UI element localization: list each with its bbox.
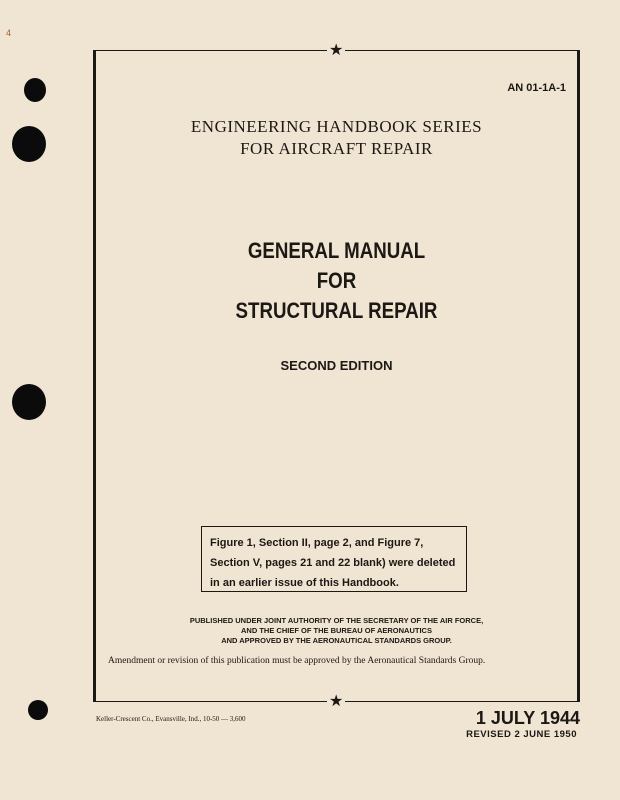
- deletion-notice: Figure 1, Section II, page 2, and Figure 7, Section V, pages 21 and 22 blank) were deleted in an earlier issue of this Handbook.: [201, 526, 467, 592]
- authority-line: AND THE CHIEF OF THE BUREAU OF AERONAUTICS: [241, 626, 432, 635]
- authority-statement: [93, 616, 580, 646]
- series-line: FOR AIRCRAFT REPAIR: [240, 139, 433, 158]
- series-title: [93, 116, 580, 160]
- binder-hole: [12, 384, 46, 420]
- revision-date: REVISED 2 JUNE 1950: [466, 729, 577, 740]
- edition: SECOND EDITION: [280, 358, 393, 373]
- binder-hole: [28, 700, 48, 720]
- page-mark: 4: [6, 28, 12, 38]
- star-top-icon: ★: [329, 42, 344, 59]
- printer-imprint: Keller-Crescent Co., Evansville, Ind., 10-50 — 3,600: [96, 715, 246, 723]
- series-line: ENGINEERING HANDBOOK SERIES: [190, 117, 483, 136]
- binder-hole: [12, 126, 46, 162]
- binder-hole: [24, 78, 46, 102]
- publication-date: 1 JULY 1944: [475, 708, 580, 728]
- amendment-note: Amendment or revision of this publication must be approved by the Aeronautical Standards Group.: [108, 656, 486, 666]
- title-line: FOR: [316, 268, 357, 293]
- star-bottom-icon: ★: [329, 693, 344, 710]
- title-line: GENERAL MANUAL: [247, 238, 426, 263]
- title-line: STRUCTURAL REPAIR: [235, 298, 438, 323]
- document-number: AN 01-1A-1: [507, 82, 566, 94]
- authority-line: AND APPROVED BY THE AERONAUTICAL STANDARDS GROUP.: [221, 636, 452, 645]
- authority-line: PUBLISHED UNDER JOINT AUTHORITY OF THE SECRETARY OF THE AIR FORCE,: [189, 616, 484, 625]
- main-title: [130, 236, 544, 326]
